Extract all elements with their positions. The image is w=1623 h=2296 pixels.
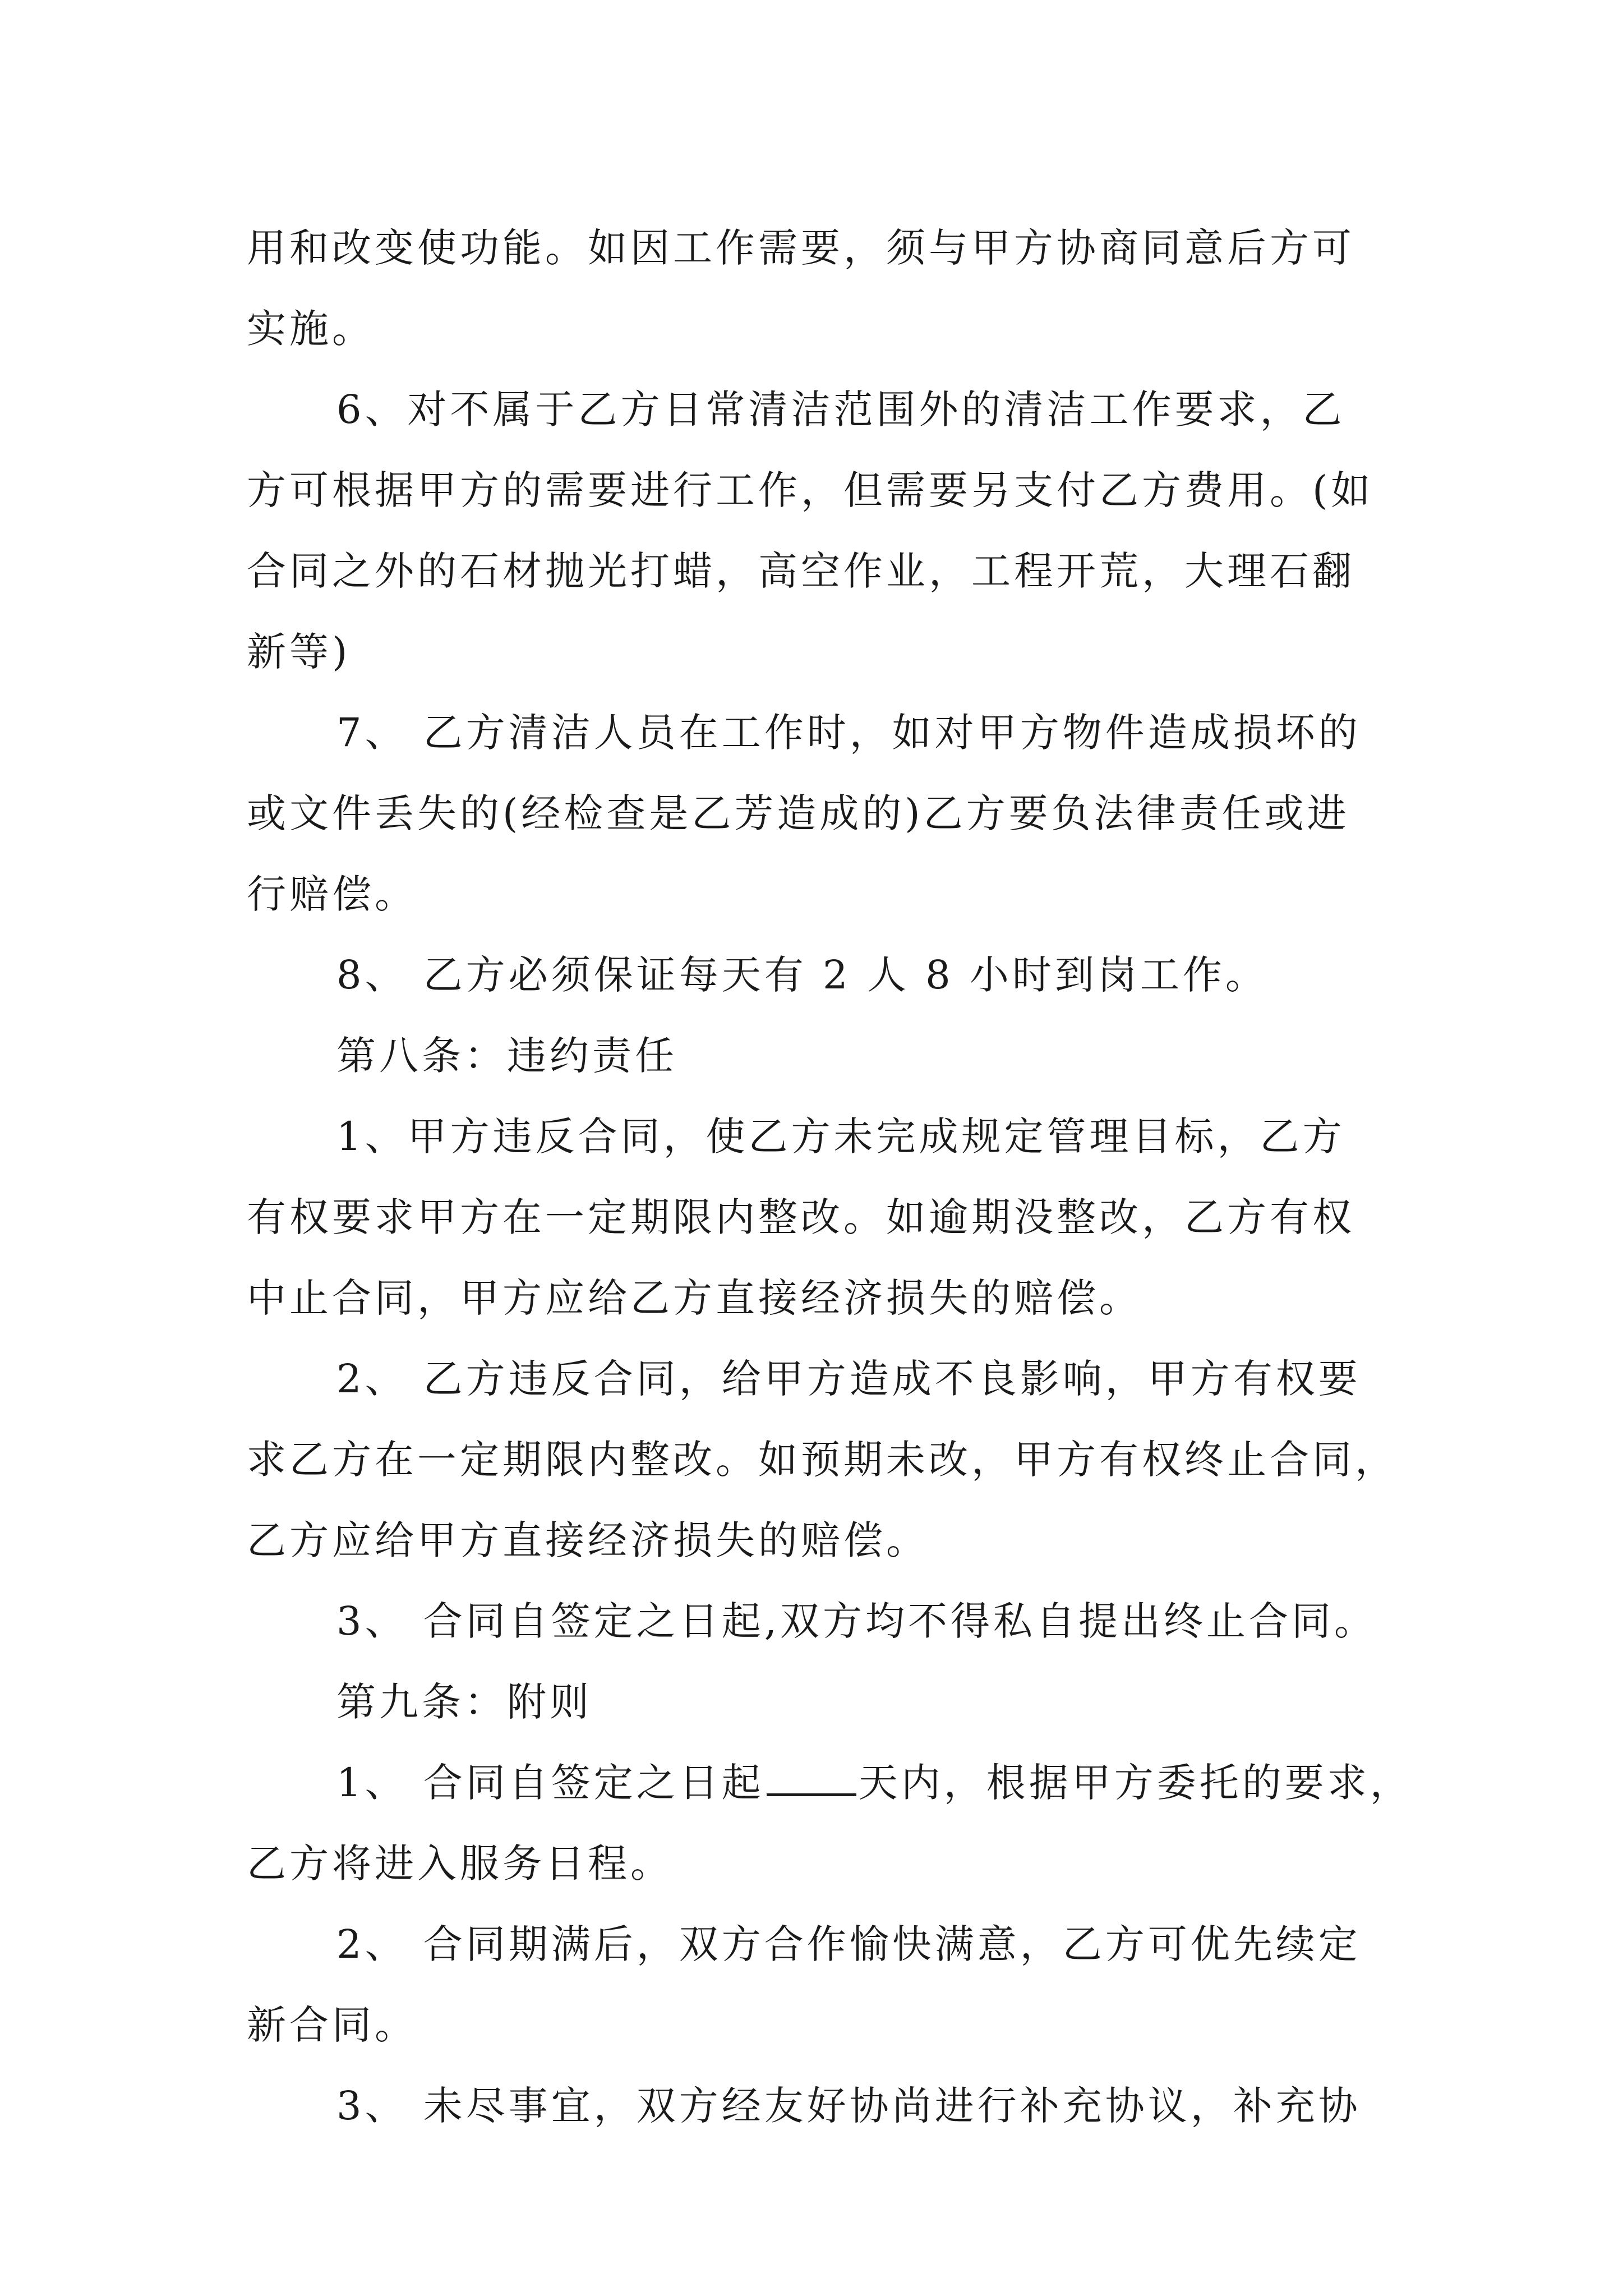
article-8-clause-2: 2、 乙方违反合同，给甲方造成不良影响，甲方有权要 (336, 1356, 1361, 1402)
body-line: 用和改变使功能。如因工作需要，须与甲方协商同意后方可 (247, 225, 1355, 271)
body-line: 中止合同，甲方应给乙方直接经济损失的赔偿。 (247, 1275, 1142, 1321)
article-9-clause-2: 2、 合同期满后，双方合作愉快满意，乙方可优先续定 (336, 1921, 1361, 1967)
clause-text-after-blank: 天内，根据甲方委托的要求， (858, 1760, 1413, 1806)
document-body (247, 208, 1413, 2146)
body-line: 方可根据甲方的需要进行工作，但需要另支付乙方费用。(如 (247, 467, 1374, 513)
fill-in-blank (767, 1757, 856, 1796)
article-8-clause-1: 1、甲方违反合同，使乙方未完成规定管理目标，乙方 (336, 1114, 1345, 1159)
body-line: 或文件丢失的(经检查是乙芳造成的)乙方要负法律责任或进 (247, 790, 1350, 836)
body-line: 乙方将进入服务日程。 (247, 1841, 673, 1887)
body-line: 新等) (247, 629, 351, 675)
article-8-heading: 第八条：违约责任 (336, 1033, 677, 1079)
body-line: 有权要求甲方在一定期限内整改。如逾期没整改，乙方有权 (247, 1194, 1355, 1240)
body-line: 新合同。 (247, 2002, 417, 2048)
clause-6: 6、对不属于乙方日常清洁范围外的清洁工作要求，乙 (336, 386, 1345, 432)
body-line: 求乙方在一定期限内整改。如预期未改，甲方有权终止合同， (247, 1437, 1398, 1483)
article-9-heading: 第九条：附则 (336, 1679, 592, 1725)
article-9-clause-3: 3、 未尽事宜，双方经友好协尚进行补充协议，补充协 (336, 2083, 1361, 2129)
article-8-clause-3: 3、 合同自签定之日起,双方均不得私自提出终止合同。 (336, 1598, 1377, 1644)
article-9-clause-1 (247, 1742, 1413, 1823)
body-line: 实施。 (247, 306, 375, 352)
body-line: 乙方应给甲方直接经济损失的赔偿。 (247, 1517, 929, 1563)
body-line: 行赔偿。 (247, 871, 417, 917)
body-line: 合同之外的石材抛光打蜡，高空作业，工程开荒，大理石翻 (247, 548, 1355, 594)
clause-text-before-blank: 1、 合同自签定之日起 (336, 1760, 764, 1806)
clause-7: 7、 乙方清洁人员在工作时，如对甲方物件造成损坏的 (336, 710, 1361, 756)
clause-8: 8、 乙方必须保证每天有 2 人 8 小时到岗工作。 (336, 952, 1268, 998)
